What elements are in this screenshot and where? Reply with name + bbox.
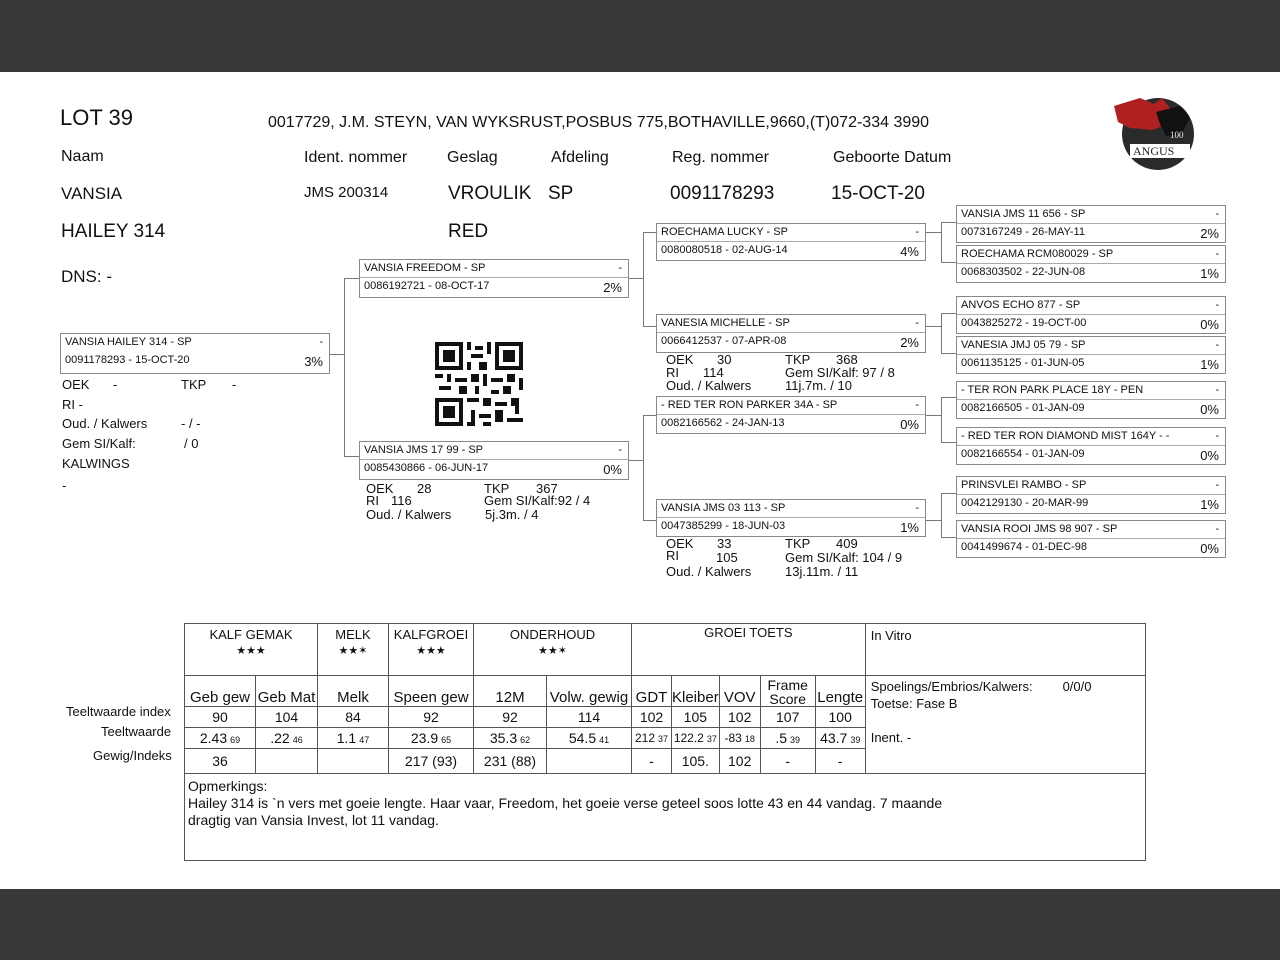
group-onderhoud: ONDERHOUD ★★✶: [474, 624, 632, 676]
dd-oek-value: 33: [717, 536, 732, 551]
bottom-band: [0, 889, 1280, 960]
pedigree-box-dd: VANSIA JMS 03 113 - SP - 0047385299 - 18-JUN-03 1%: [656, 499, 926, 537]
dam-ri-label: RI: [366, 493, 379, 508]
row-label-teeltwaarde: Teeltwaarde: [101, 724, 172, 739]
lot-sheet: [0, 72, 1280, 889]
animal-sex: VROULIK: [448, 183, 532, 204]
dd-tkp-label: TKP: [785, 536, 811, 551]
animal-birth: 15-OCT-20: [831, 183, 925, 204]
row-label-gewig: Gewig/Indeks: [93, 748, 172, 763]
animal-section: SP: [548, 183, 574, 204]
breeder-address: 0017729, J.M. STEYN, VAN WYKSRUST,POSBUS 775,BOTHAVILLE,9660,(T)072-334 3990: [268, 114, 930, 131]
sd-ri-label: RI: [666, 365, 679, 380]
invitro-details: Spoelings/Embrios/Kalwers: 0/0/0 Toetse: Fase B Inent. -: [865, 676, 1145, 774]
group-melk: MELK ★★✶: [318, 624, 389, 676]
remarks: Opmerkings: Hailey 314 is `n vers met goeie lengte. Haar vaar, Freedom, het goeie verse geteel soos lotte 43 en 44 vandag. 7 maande dragtig van Vansia Invest, lot 11 vandag.: [185, 774, 1146, 861]
dd-ri-value: 105: [716, 550, 738, 565]
pedigree-box-self: VANSIA HAILEY 314 - SP - 0091178293 - 15-OCT-20 3%: [60, 333, 330, 374]
self-oek-value: -: [113, 377, 118, 392]
label-name: Naam: [61, 148, 104, 165]
angus-logo: [1110, 94, 1196, 174]
sd-oek-label: OEK: [666, 352, 694, 367]
dd-tkp-value: 409: [836, 536, 858, 551]
self-gem-label: Gem SI/Kalf:: [62, 436, 136, 451]
sd-tkp-label: TKP: [785, 352, 811, 367]
dd-oud-label: Oud. / Kalwers: [666, 564, 752, 579]
dam-oud-value: 5j.3m. / 4: [485, 507, 539, 522]
pedigree-box-dds: PRINSVLEI RAMBO - SP - 0042129130 - 20-MAR-99 1%: [956, 476, 1226, 514]
lot-number: LOT 39: [60, 105, 133, 130]
pedigree-box-sds: ANVOS ECHO 877 - SP - 0043825272 - 19-OCT-00 0%: [956, 296, 1226, 334]
qr-code-icon: [435, 342, 523, 426]
pedigree-box-sss: VANSIA JMS 11 656 - SP - 0073167249 - 26-MAY-11 2%: [956, 205, 1226, 243]
label-birth: Geboorte Datum: [833, 149, 952, 166]
sd-oud-label: Oud. / Kalwers: [666, 378, 752, 393]
self-gem-value: / 0: [184, 436, 199, 451]
in-vitro: In Vitro: [865, 624, 1145, 676]
gewig-row: 36 217 (93) 231 (88) - 105. 102 - -: [185, 749, 1146, 774]
animal-colour: RED: [448, 221, 489, 242]
dd-oek-label: OEK: [666, 536, 694, 551]
dam-tkp-value: 367: [536, 481, 558, 496]
label-sex: Geslag: [447, 149, 498, 166]
dam-ri-value: 116: [391, 493, 412, 508]
performance-table: KALF GEMAK ★★★ MELK ★★✶ KALFGROEI ★★★ ONDERHOUD ★★✶ GROEI TOETS In Vitro Geb gew Geb Mat Melk Speen gew 12M Volw. gewig GDT Kleiber VOV Frame Score Lengte Spoelings/Embrios/Kalwers: 0/0/0 Toetse: Fase B Inent. - 90 104 84 92 92 114 102 105 102 107 100 2.43 69 .22 46 1.1 47 23.9 65 35.3 62 54.5 41 212 37 122.2 37 -83 18 .5 39 43.7 39 36 217 (93) 231 (88) - 105. 102 - - Opmerkings: Hailey 314 is `n vers met goeie lengte. Haar vaar, Freedom, het goeie verse geteel soos lotte 43 en 44 vandag. 7 maande dragtig van Vansia Invest, lot 11 vandag.: [184, 623, 1146, 861]
top-band: [0, 0, 1280, 72]
frame-score-header: Frame Score: [760, 676, 815, 707]
pedigree-box-ddd: VANSIA ROOI JMS 98 907 - SP - 0041499674 - 01-DEC-98 0%: [956, 520, 1226, 558]
pedigree-box-dsd: - RED TER RON DIAMOND MIST 164Y - - - 0082166554 - 01-JAN-09 0%: [956, 427, 1226, 465]
dam-oek-value: 28: [417, 481, 432, 496]
self-tkp-label: TKP: [181, 377, 207, 392]
dam-tkp-label: TKP: [484, 481, 510, 496]
dd-gem: Gem SI/Kalf: 104 / 9: [785, 550, 903, 565]
label-reg: Reg. nommer: [672, 149, 769, 166]
self-kalwings-value: -: [62, 478, 67, 493]
dd-oud-value: 13j.11m. / 11: [785, 564, 859, 579]
svg-text:100: 100: [1170, 130, 1184, 140]
animal-name-2: HAILEY 314: [61, 221, 166, 242]
label-ident: Ident. nommer: [304, 149, 408, 166]
sd-gem: Gem SI/Kalf: 97 / 8: [785, 365, 895, 380]
ebv-row: 2.43 69 .22 46 1.1 47 23.9 65 35.3 62 54.5 41 212 37 122.2 37 -83 18 .5 39 43.7 39: [185, 728, 1146, 749]
self-kalwings: KALWINGS: [62, 456, 130, 471]
pedigree-box-dss: - TER RON PARK PLACE 18Y - PEN - 0082166505 - 01-JAN-09 0%: [956, 381, 1226, 419]
svg-text:ANGUS: ANGUS: [1133, 144, 1175, 158]
sd-oek-value: 30: [717, 352, 732, 367]
pedigree-box-sd: VANESIA MICHELLE - SP - 0066412537 - 07-APR-08 2%: [656, 314, 926, 353]
dd-ri-label: RI: [666, 548, 679, 563]
self-tkp-value: -: [232, 377, 237, 392]
row-label-index: Teeltwaarde index: [66, 704, 171, 719]
self-oek-label: OEK: [62, 377, 90, 392]
dam-oek-label: OEK: [366, 481, 394, 496]
pedigree-box-sire: VANSIA FREEDOM - SP - 0086192721 - 08-OCT-17 2%: [359, 259, 629, 298]
group-kalfgroei: KALFGROEI ★★★: [389, 624, 474, 676]
sd-ri-value: 114: [703, 365, 724, 380]
group-kalf-gemak: KALF GEMAK ★★★: [185, 624, 318, 676]
self-oud-value: - / -: [181, 416, 201, 431]
pedigree-box-dam: VANSIA JMS 17 99 - SP - 0085430866 - 06-JUN-17 0%: [359, 441, 629, 480]
pedigree-box-ssd: ROECHAMA RCM080029 - SP - 0068303502 - 22-JUN-08 1%: [956, 245, 1226, 283]
pedigree-box-ss: ROECHAMA LUCKY - SP - 0080080518 - 02-AUG-14 4%: [656, 223, 926, 261]
label-section: Afdeling: [551, 149, 609, 166]
pedigree-box-sdd: VANESIA JMJ 05 79 - SP - 0061135125 - 01-JUN-05 1%: [956, 336, 1226, 374]
pedigree-box-ds: - RED TER RON PARKER 34A - SP - 0082166562 - 24-JAN-13 0%: [656, 396, 926, 434]
animal-ident: JMS 200314: [304, 184, 389, 201]
index-row: 90 104 84 92 92 114 102 105 102 107 100: [185, 707, 1146, 728]
sd-oud-value: 11j.7m. / 10: [785, 378, 852, 393]
dam-oud-label: Oud. / Kalwers: [366, 507, 452, 522]
animal-name-1: VANSIA: [61, 184, 123, 203]
group-groei-toets: GROEI TOETS: [632, 624, 866, 676]
sd-tkp-value: 368: [836, 352, 858, 367]
animal-reg: 0091178293: [670, 183, 775, 204]
dam-gem: Gem SI/Kalf:92 / 4: [484, 493, 591, 508]
dns-label: DNS: -: [61, 267, 112, 286]
self-oud-label: Oud. / Kalwers: [62, 416, 148, 431]
self-ri: RI -: [62, 397, 83, 412]
